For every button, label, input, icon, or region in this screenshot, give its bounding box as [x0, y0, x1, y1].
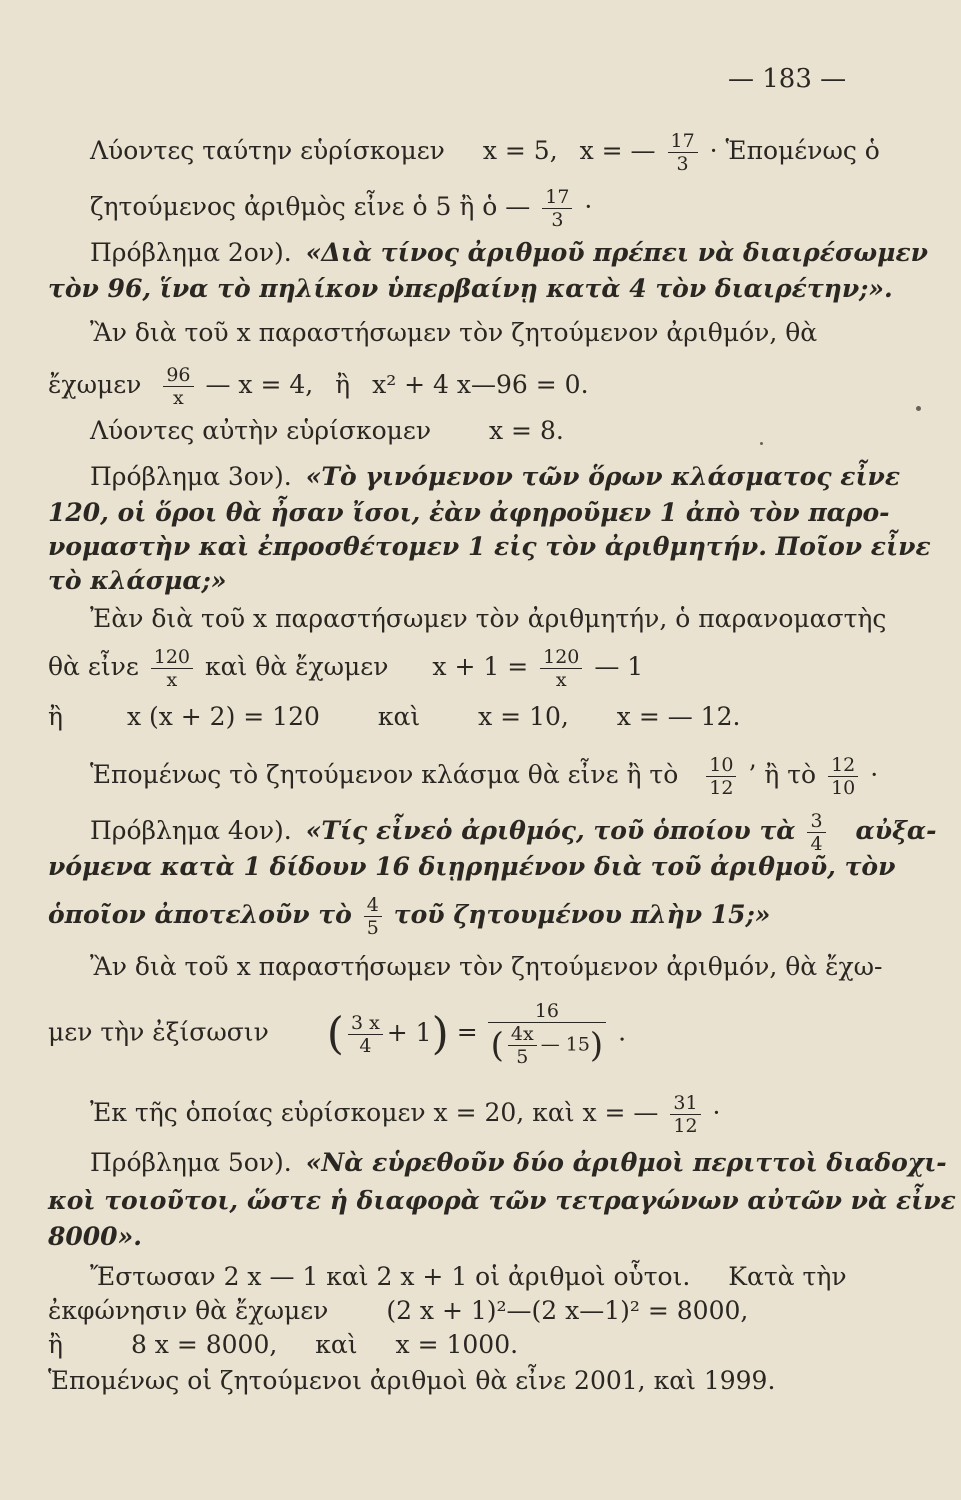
- fraction: $\frac{10}{12}$: [706, 754, 736, 799]
- problem-3-result: Ἑπομένως τὸ ζητούμενον κλάσμα θὰ εἶνε ἢ τὸ $\frac{10}{12}$ ’ ἢ τὸ $\frac{12}{10}$ ·: [90, 754, 879, 799]
- problem-3-question-3: νομαστὴν καὶ ἐπροσθέτομεν 1 εἰς τὸν ἀριθμητήν. Ποῖον εἶνε: [48, 532, 931, 561]
- problem-5-text-1: Ἔστωσαν 2 x — 1 καὶ 2 x + 1 οἱ ἀριθμοὶ οὗτοι. Κατὰ τὴν: [90, 1262, 847, 1291]
- problem-4-equation: μεν τὴν ἐξίσωσιν ( $\frac{3 x}{4}$ + 1) = 16 ( $\frac{4x}{5}$ — 15) .: [48, 1000, 627, 1068]
- fraction: $\frac{4x}{5}$: [508, 1023, 537, 1068]
- problem-4-text-1: Ἂν διὰ τοῦ x παραστήσωμεν τὸν ζητούμενον ἀριθμόν, θὰ ἔχω-: [90, 952, 883, 981]
- problem-3-heading: Πρόβλημα 3ον). «Τὸ γινόμενον τῶν ὅρων κλάσματος εἶνε: [90, 462, 901, 491]
- problem-2-result: Λύοντες αὐτὴν εὑρίσκομεν x = 8.: [90, 416, 564, 445]
- problem-3-equation-2: ἢ x (x + 2) = 120 καὶ x = 10, x = — 12.: [48, 702, 741, 731]
- problem-2-equation: ἔχωμεν $\frac{96}{x}$ — x = 4, ἢ x² + 4 x—96 = 0.: [48, 364, 589, 409]
- problem-4-question-3: ὁποῖον ἀποτελοῦν τὸ $\frac{4}{5}$ τοῦ ζητουμένου πλὴν 15;»: [48, 894, 771, 939]
- problem-4-question-2: νόμενα κατὰ 1 δίδουν 16 διῃρημένον διὰ τοῦ ἀριθμοῦ, τὸν: [48, 852, 896, 881]
- problem-5-text-2: ἐκφώνησιν θὰ ἔχωμεν (2 x + 1)²—(2 x—1)² = 8000,: [48, 1296, 749, 1325]
- fraction: $\frac{3}{4}$: [807, 810, 825, 855]
- fraction: $\frac{120}{x}$: [540, 646, 582, 691]
- problem-5-text-3: ἢ 8 x = 8000, καὶ x = 1000.: [48, 1330, 519, 1359]
- problem-2-heading: Πρόβλημα 2ον). «Διὰ τίνος ἀριθμοῦ πρέπει νὰ διαιρέσωμεν: [90, 238, 929, 267]
- fraction: $\frac{120}{x}$: [151, 646, 193, 691]
- fraction: $\frac{17}{3}$: [668, 130, 698, 175]
- problem-3-question-2: 120, οἱ ὅροι θὰ ἦσαν ἴσοι, ἐὰν ἀφηροῦμεν 1 ἀπὸ τὸν παρο-: [48, 498, 890, 527]
- fraction: $\frac{4}{5}$: [364, 894, 382, 939]
- solution-line-1: Λύοντες ταύτην εὑρίσκομεν x = 5, x = — $\frac{17}{3}$ · Ἑπομένως ὁ: [90, 130, 880, 175]
- problem-4-heading: Πρόβλημα 4ον). «Τίς εἶνεὁ ἀριθμός, τοῦ ὁποίου τὰ $\frac{3}{4}$ αὐξα-: [90, 810, 937, 855]
- problem-5-question-2: κοὶ τοιοῦτοι, ὥστε ἡ διαφορὰ τῶν τετραγώνων αὐτῶν νὰ εἶνε: [48, 1186, 956, 1215]
- problem-2-text-1: Ἂν διὰ τοῦ x παραστήσωμεν τὸν ζητούμενον ἀριθμόν, θὰ: [90, 318, 818, 347]
- problem-3-equation-1: θὰ εἶνε $\frac{120}{x}$ καὶ θὰ ἔχωμεν x + 1 = $\frac{120}{x}$ — 1: [48, 646, 644, 691]
- equation-lhs: ( $\frac{3 x}{4}$ + 1): [326, 1008, 449, 1059]
- fraction: $\frac{31}{12}$: [670, 1092, 700, 1137]
- fraction: $\frac{3 x}{4}$: [348, 1012, 383, 1057]
- fraction: $\frac{17}{3}$: [542, 186, 572, 231]
- fraction: $\frac{12}{10}$: [828, 754, 858, 799]
- page-number: — 183 —: [728, 64, 847, 94]
- problem-5-result: Ἑπομένως οἱ ζητούμενοι ἀριθμοὶ θὰ εἶνε 2001, καὶ 1999.: [48, 1366, 776, 1395]
- fraction: $\frac{96}{x}$: [163, 364, 193, 409]
- solution-line-2: ζητούμενος ἀριθμὸς εἶνε ὁ 5 ἢ ὁ — $\frac{17}{3}$ ·: [90, 186, 593, 231]
- equation-rhs: 16 ( $\frac{4x}{5}$ — 15): [488, 1000, 607, 1068]
- problem-2-question: τὸν 96, ἵνα τὸ πηλίκον ὑπερβαίνῃ κατὰ 4 τὸν διαιρέτην;».: [48, 274, 893, 303]
- ink-speck: [760, 442, 763, 445]
- ink-speck: [916, 406, 921, 411]
- problem-5-heading: Πρόβλημα 5ον). «Νὰ εὑρεθοῦν δύο ἀριθμοὶ περιττοὶ διαδοχι-: [90, 1148, 947, 1177]
- problem-4-result: Ἐκ τῆς ὁποίας εὑρίσκομεν x = 20, καὶ x = — $\frac{31}{12}$ ·: [90, 1092, 721, 1137]
- problem-3-question-4: τὸ κλάσμα;»: [48, 566, 227, 595]
- problem-5-question-3: 8000».: [48, 1222, 142, 1251]
- problem-3-text-1: Ἐὰν διὰ τοῦ x παραστήσωμεν τὸν ἀριθμητήν, ὁ παρανομαστὴς: [90, 604, 887, 633]
